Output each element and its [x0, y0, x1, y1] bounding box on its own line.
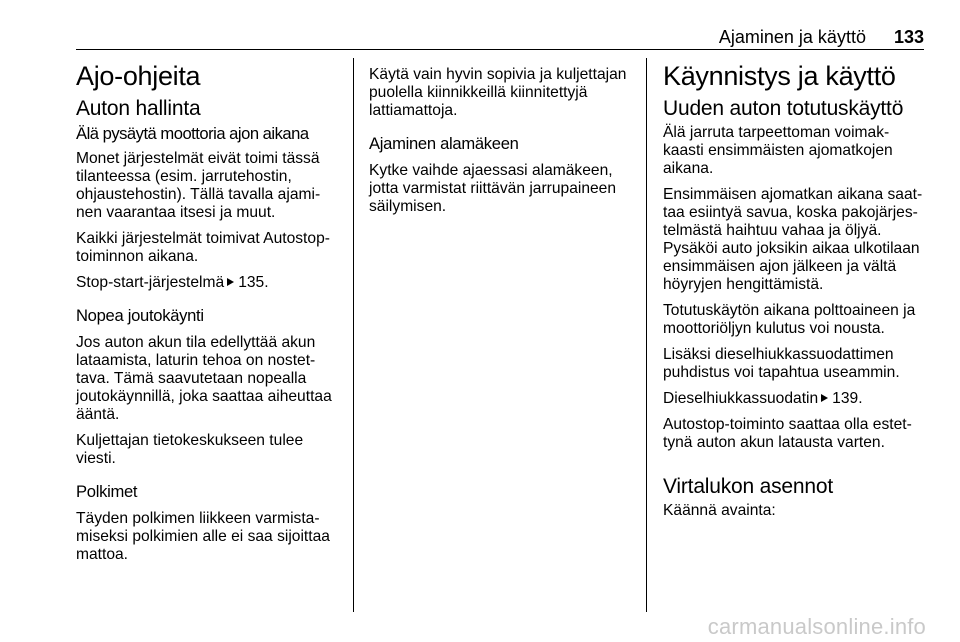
text-line: Jos auton akun tila edellyttää akun	[76, 334, 316, 351]
page-reference-arrow-icon	[227, 278, 234, 286]
text-line: Kaikki järjestelmät toimivat Autostop-	[76, 230, 330, 247]
text-line: Pysäköi auto joksikin aikaa ulkotilaan	[663, 240, 920, 257]
reference-page: 135.	[238, 274, 269, 291]
text-line: höyryjen hengittämistä.	[663, 276, 824, 293]
paragraph	[76, 334, 339, 424]
heading-driving-tips: Ajo-ohjeita	[76, 61, 201, 91]
text-line: puolella kiinnikkeillä kiinnitettyjä	[369, 84, 588, 101]
text-line: tynä auton akun lataustа varten.	[663, 434, 885, 451]
text-line: ensimmäisen ajon jälkeen ja vältä	[663, 258, 897, 275]
cross-reference	[76, 274, 339, 292]
text-line: moottoriöljyn kulutus voi nousta.	[663, 320, 885, 337]
text-line: kaasti ensimmäisten ajomatkojen	[663, 142, 893, 159]
page-reference-arrow-icon	[821, 394, 828, 402]
paragraph	[663, 502, 925, 520]
text-line: Kytke vaihde ajaessasi alamäkeen,	[369, 162, 613, 179]
text-line: Täyden polkimen liikkeen varmista-	[76, 510, 320, 527]
paragraph	[76, 150, 339, 222]
paragraph	[663, 416, 925, 452]
heading-new-vehicle-running-in: Uuden auton totutuskäyttö	[663, 97, 904, 120]
text-line: Totutuskäytön aikana polttoaineen ja	[663, 302, 916, 319]
text-line: taa esiintyä savua, koska pakojärjes-	[663, 204, 918, 221]
text-line: säilymisen.	[369, 198, 447, 215]
text-line: ohjaustehostin). Tällä tavalla ajami-	[76, 186, 321, 203]
text-line: lataamista, laturin tehoa on nostet-	[76, 352, 316, 369]
column-2	[369, 66, 633, 224]
reference-text: Dieselhiukkassuodatin	[663, 390, 819, 407]
header-rule	[76, 49, 924, 50]
heading-engine-stop: Älä pysäytä moottoria ajon aikana	[76, 124, 309, 143]
text-line: tava. Tämä saavutetaan nopealla	[76, 370, 307, 387]
text-line: viesti.	[76, 450, 116, 467]
paragraph	[76, 510, 339, 564]
heading-vehicle-control: Auton hallinta	[76, 97, 201, 120]
column-divider-1	[353, 58, 354, 612]
text-line: miseksi polkimien alle ei saa sijoittaa	[76, 528, 330, 545]
text-line: Autostop-toiminto saattaa olla estet-	[663, 416, 912, 433]
heading-fast-idle: Nopea joutokäynti	[76, 306, 204, 325]
column-1	[76, 60, 339, 572]
page-header	[76, 26, 924, 50]
paragraph	[76, 230, 339, 266]
text-line: mattoa.	[76, 546, 129, 563]
paragraph	[76, 432, 339, 468]
header-section-title: Ajaminen ja käyttö	[718, 27, 866, 47]
text-line: joutokäynnillä, joka saattaa aiheuttaa	[76, 388, 332, 405]
paragraph	[663, 186, 925, 294]
text-line: tilanteessa (esim. jarrutehostin,	[76, 168, 292, 185]
cross-reference	[663, 390, 925, 408]
paragraph	[663, 124, 925, 178]
reference-text: Stop-start-järjestelmä	[76, 274, 225, 291]
paragraph	[663, 302, 925, 338]
text-line: toiminnon aikana.	[76, 248, 199, 265]
text-line: Kuljettajan tietokeskukseen tulee	[76, 432, 304, 449]
heading-ignition-positions: Virtalukon asennot	[663, 475, 833, 498]
text-line: Lisäksi dieselhiukkassuodattimen	[663, 346, 894, 363]
column-divider-2	[646, 58, 647, 612]
paragraph	[369, 162, 633, 216]
text-line: ääntä.	[76, 406, 120, 423]
text-line: nen vaarantaa itsesi ja muut.	[76, 204, 276, 221]
text-line: telmästä haihtuu vahaa ja öljyä.	[663, 222, 882, 239]
text-line: puhdistus voi tapahtua useammin.	[663, 364, 900, 381]
text-line: Käännä avainta:	[663, 502, 776, 519]
heading-downhill-driving: Ajaminen alamäkeen	[369, 134, 519, 153]
text-line: Ensimmäisen ajomatkan aikana saat-	[663, 186, 923, 203]
text-line: Älä jarruta tarpeettoman voimak-	[663, 124, 890, 141]
text-line: Monet järjestelmät eivät toimi tässä	[76, 150, 320, 167]
reference-page: 139.	[832, 390, 863, 407]
paragraph	[369, 66, 633, 120]
text-line: aikana.	[663, 160, 714, 177]
text-line: Käytä vain hyvin sopivia ja kuljettajan	[369, 66, 627, 83]
paragraph	[663, 346, 925, 382]
page-number: 133	[893, 27, 924, 47]
watermark: carmanualsonline.info	[707, 614, 926, 639]
text-line: jotta varmistat riittävän jarrupaineen	[369, 180, 617, 197]
column-3	[663, 60, 925, 528]
text-line: lattiamattoja.	[369, 102, 458, 119]
heading-pedals: Polkimet	[76, 482, 138, 501]
heading-starting-operating: Käynnistys ja käyttö	[663, 61, 896, 91]
